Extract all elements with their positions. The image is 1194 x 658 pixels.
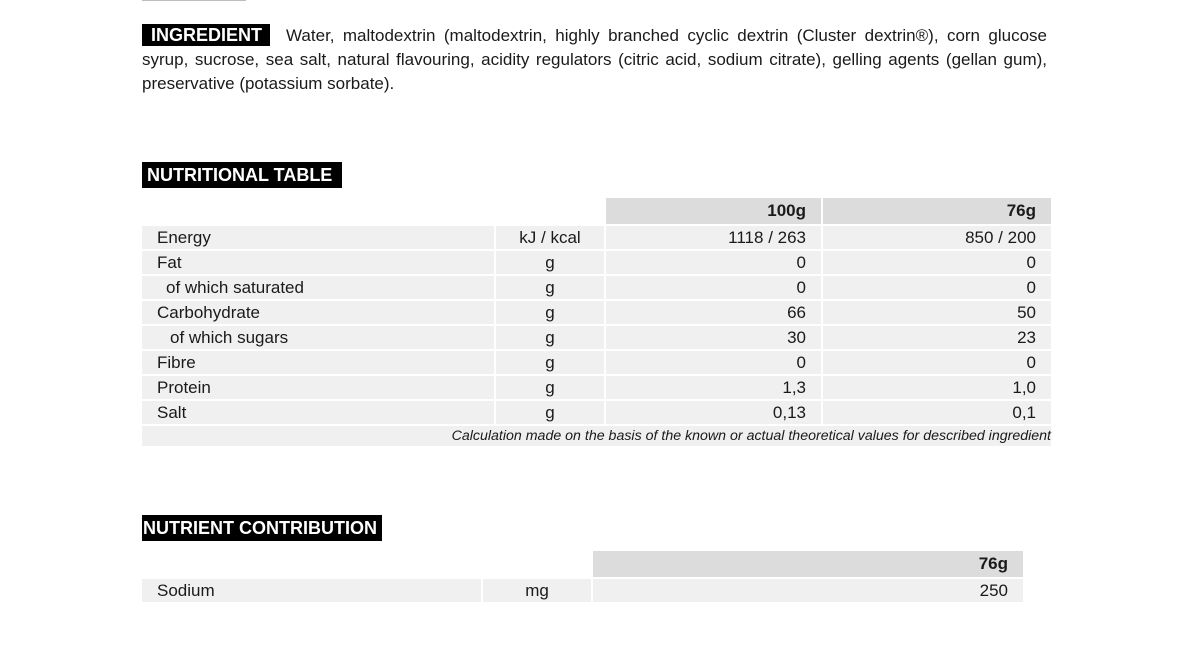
row-sugars-name: of which sugars [142, 326, 494, 351]
row-protein-100g: 1,3 [604, 376, 821, 401]
table-row [142, 251, 1051, 276]
row-energy-76g: 850 / 200 [821, 226, 1051, 251]
row-sugars-76g: 23 [821, 326, 1051, 351]
row-protein-name: Protein [142, 376, 494, 401]
row-salt-100g: 0,13 [604, 401, 821, 426]
row-fat-100g: 0 [604, 251, 821, 276]
ingredient-label: INGREDIENT [142, 24, 270, 46]
row-saturated-unit: g [494, 276, 604, 301]
row-fat-76g: 0 [821, 251, 1051, 276]
row-protein-unit: g [494, 376, 604, 401]
row-salt-unit: g [494, 401, 604, 426]
row-salt-76g: 0,1 [821, 401, 1051, 426]
nutritional-table-title: NUTRITIONAL TABLE [142, 162, 342, 188]
row-sodium-name: Sodium [142, 579, 481, 604]
nutritional-table [142, 198, 1051, 448]
row-fat-name: Fat [142, 251, 494, 276]
table-row [142, 276, 1051, 301]
header-blank [142, 551, 481, 579]
row-saturated-name: of which saturated [142, 276, 494, 301]
row-energy-unit: kJ / kcal [494, 226, 604, 251]
calculation-note: Calculation made on the basis of the known or actual theoretical values for described ingredient [142, 426, 1051, 448]
header-blank [481, 551, 591, 579]
table-row [142, 326, 1051, 351]
row-saturated-76g: 0 [821, 276, 1051, 301]
row-protein-76g: 1,0 [821, 376, 1051, 401]
header-76g: 76g [591, 551, 1023, 579]
header-blank [142, 198, 494, 226]
table-row [142, 376, 1051, 401]
header-blank [494, 198, 604, 226]
header-100g: 100g [604, 198, 821, 226]
row-carbohydrate-unit: g [494, 301, 604, 326]
row-saturated-100g: 0 [604, 276, 821, 301]
row-energy-name: Energy [142, 226, 494, 251]
row-carbohydrate-100g: 66 [604, 301, 821, 326]
table-row [142, 401, 1051, 426]
row-carbohydrate-76g: 50 [821, 301, 1051, 326]
table-row [142, 226, 1051, 251]
row-sodium-76g: 250 [591, 579, 1023, 604]
nutrient-contribution-title: NUTRIENT CONTRIBUTION [142, 515, 382, 541]
header-76g: 76g [821, 198, 1051, 226]
top-divider [142, 0, 246, 1]
row-fibre-unit: g [494, 351, 604, 376]
ingredient-section [142, 24, 1047, 96]
table-note-row [142, 426, 1051, 448]
table-row [142, 351, 1051, 376]
nutrient-contribution-table [142, 551, 1023, 604]
row-sugars-100g: 30 [604, 326, 821, 351]
row-salt-name: Salt [142, 401, 494, 426]
ingredient-text: Water, maltodextrin (maltodextrin, highly branched cyclic dextrin (Cluster dextrin®), corn glucose syrup, sucrose, sea salt, natural flavouring, acidity regulators (citric acid, sodium citrate), gelling agents (gellan gum), preservative (potassium sorbate). [142, 26, 1047, 93]
row-sugars-unit: g [494, 326, 604, 351]
row-sodium-unit: mg [481, 579, 591, 604]
table-header-row [142, 198, 1051, 226]
row-fibre-76g: 0 [821, 351, 1051, 376]
row-fibre-name: Fibre [142, 351, 494, 376]
row-carbohydrate-name: Carbohydrate [142, 301, 494, 326]
row-fibre-100g: 0 [604, 351, 821, 376]
table-header-row [142, 551, 1023, 579]
table-row [142, 301, 1051, 326]
row-fat-unit: g [494, 251, 604, 276]
table-row [142, 579, 1023, 604]
row-energy-100g: 1118 / 263 [604, 226, 821, 251]
